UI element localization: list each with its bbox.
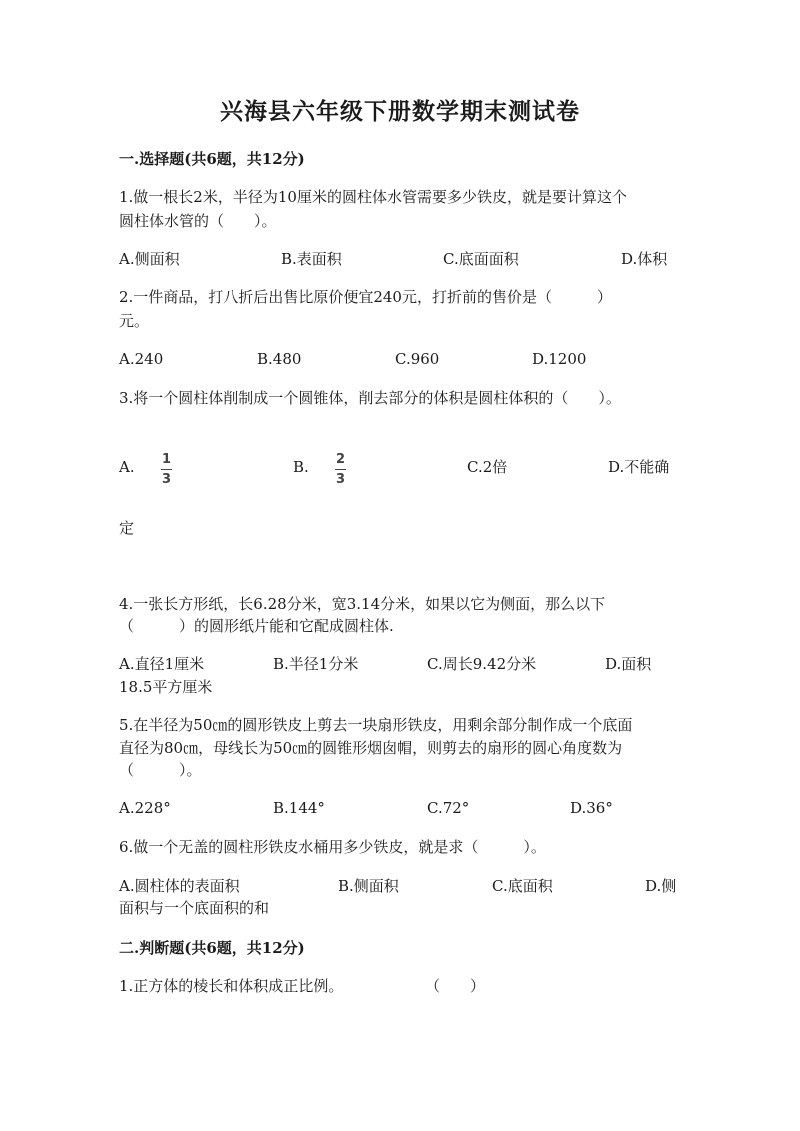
question-6-option-a: A.圆柱体的表面积 <box>119 877 240 895</box>
section-heading-choice: 一.选择题(共6题，共12分) <box>119 150 305 168</box>
question-6-option-c: C.底面积 <box>492 877 553 895</box>
question-4-option-a: A.直径1厘米 <box>119 655 205 673</box>
question-5-option-b: B.144° <box>273 799 325 817</box>
question-5-text-line3: （ ）。 <box>119 761 202 779</box>
question-3-option-a-fraction <box>161 453 172 486</box>
question-3-option-d: D.不能确 <box>608 458 670 476</box>
fraction-denominator: 3 <box>161 472 172 487</box>
fraction-numerator: 1 <box>161 452 172 467</box>
fraction-bar <box>335 469 346 470</box>
question-1-text-line1: 1.做一根长2米，半径为10厘米的圆柱体水管需要多少铁皮，就是要计算这个 <box>119 188 627 206</box>
question-2-text-line1: 2.一件商品，打八折后出售比原价便宜240元，打折前的售价是（ ） <box>119 288 612 306</box>
question-6-option-d: D.侧 <box>645 877 677 895</box>
question-4-option-d: D.面积 <box>605 655 652 673</box>
fraction-numerator: 2 <box>335 452 346 467</box>
question-1-option-d: D.体积 <box>621 250 668 268</box>
question-2-text-line2: 元。 <box>119 312 150 330</box>
question-1-option-a: A.侧面积 <box>119 250 180 268</box>
question-3-option-b-label: B. <box>293 458 309 476</box>
fraction-denominator: 3 <box>335 472 346 487</box>
question-1-option-b: B.表面积 <box>281 250 342 268</box>
question-2-option-a: A.240 <box>119 350 164 368</box>
question-6-option-d-wrap: 面积与一个底面积的和 <box>119 899 270 917</box>
page-title: 兴海县六年级下册数学期末测试卷 <box>220 98 580 125</box>
question-2-option-c: C.960 <box>395 350 440 368</box>
question-3-text-line1: 3.将一个圆柱体削制成一个圆锥体，削去部分的体积是圆柱体积的（ ）。 <box>119 389 621 407</box>
question-1-text-line2: 圆柱体水管的（ ）。 <box>119 212 277 230</box>
section-heading-judgement: 二.判断题(共6题，共12分) <box>119 939 305 957</box>
question-3-option-a-label: A. <box>119 458 135 476</box>
question-4-option-c: C.周长9.42分米 <box>427 655 537 673</box>
question-2-option-b: B.480 <box>257 350 302 368</box>
fraction-bar <box>161 469 172 470</box>
question-5-option-c: C.72° <box>427 799 470 817</box>
question-6-option-b: B.侧面积 <box>338 877 399 895</box>
judgement-1-answer-paren: （ ） <box>425 977 486 995</box>
question-4-option-b: B.半径1分米 <box>273 655 359 673</box>
question-2-option-d: D.1200 <box>532 350 587 368</box>
question-5-option-a: A.228° <box>119 799 171 817</box>
question-3-option-d-wrap: 定 <box>119 519 135 537</box>
question-5-text-line1: 5.在半径为50㎝的圆形铁皮上剪去一块扇形铁皮，用剩余部分制作成一个底面 <box>119 716 633 734</box>
question-4-text-line2: （ ）的圆形纸片能和它配成圆柱体. <box>119 617 394 635</box>
question-1-option-c: C.底面面积 <box>443 250 519 268</box>
question-3-option-c: C.2倍 <box>467 458 508 476</box>
question-3-option-b-fraction <box>335 453 346 486</box>
question-6-text-line1: 6.做一个无盖的圆柱形铁皮水桶用多少铁皮，就是求（ ）。 <box>119 838 546 856</box>
question-4-text-line1: 4.一张长方形纸，长6.28分米，宽3.14分米，如果以它为侧面，那么以下 <box>119 595 606 613</box>
question-4-option-d-wrap: 18.5平方厘米 <box>119 678 213 696</box>
judgement-1-text: 1.正方体的棱长和体积成正比例。 <box>119 977 344 995</box>
question-5-text-line2: 直径为80㎝，母线长为50㎝的圆锥形烟囱帽，则剪去的扇形的圆心角度数为 <box>119 739 623 757</box>
question-5-option-d: D.36° <box>570 799 613 817</box>
